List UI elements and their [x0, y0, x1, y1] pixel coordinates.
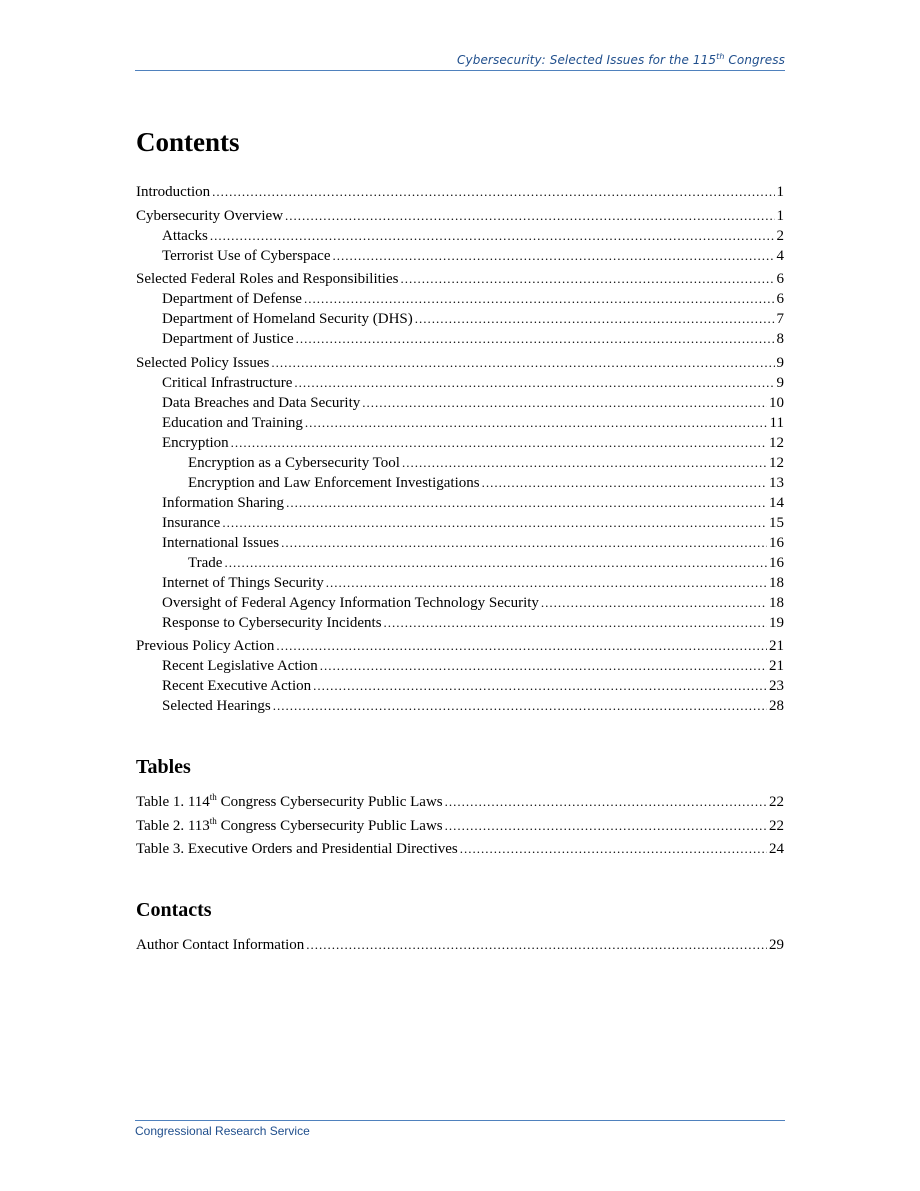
table-of-contents [136, 122, 784, 955]
toc-entry-page: 9 [776, 354, 784, 371]
toc-entry[interactable] [136, 593, 784, 613]
toc-entry-title: Critical Infrastructure [162, 374, 293, 391]
toc-entry-title: Cybersecurity Overview [136, 207, 284, 224]
dot-leader [294, 373, 774, 392]
toc-entry-page: 16 [769, 554, 784, 571]
dot-leader [384, 613, 767, 632]
contact-entry-title: Author Contact Information [136, 937, 305, 953]
toc-entry[interactable] [136, 413, 784, 433]
dot-leader [210, 226, 775, 245]
dot-leader [304, 289, 775, 308]
toc-entry[interactable] [136, 226, 784, 246]
toc-entry-page: 18 [769, 574, 784, 591]
toc-entry-page: 10 [769, 394, 784, 411]
toc-entry-page: 9 [776, 374, 784, 391]
contacts-list [136, 935, 784, 955]
toc-entry[interactable] [136, 533, 784, 553]
toc-entry[interactable] [136, 453, 784, 473]
toc-entry-title: Department of Homeland Security (DHS) [162, 311, 413, 327]
toc-entry[interactable] [136, 393, 784, 413]
toc-entry-title: Department of Defense [162, 291, 302, 307]
toc-entry-page: 11 [769, 414, 784, 431]
toc-entry-page: 6 [776, 291, 784, 307]
toc-entry[interactable] [136, 513, 784, 533]
dot-leader [402, 453, 767, 472]
toc-entry[interactable] [136, 656, 784, 676]
toc-entry-title: International Issues [162, 534, 280, 551]
toc-entry-page: 12 [769, 454, 784, 471]
toc-entry-title: Selected Policy Issues [136, 354, 270, 371]
table-entry-title [136, 840, 458, 859]
contents-heading: Contents [136, 127, 240, 157]
toc-entry-title: Oversight of Federal Agency Information Technology Security [162, 594, 539, 611]
dot-leader [313, 676, 767, 695]
table-entry-title-before: Table 1. 114 [136, 794, 210, 810]
footer-text: Congressional Research Service [135, 1124, 310, 1138]
dot-leader [286, 493, 767, 512]
dot-leader [320, 656, 767, 675]
dot-leader [332, 246, 774, 265]
toc-entry[interactable] [136, 373, 784, 393]
tables-section [136, 753, 784, 859]
toc-entry-page: 13 [769, 474, 784, 491]
toc-entry-page: 23 [769, 678, 784, 694]
toc-entry[interactable] [136, 433, 784, 453]
toc-entry-page: 12 [769, 434, 784, 451]
toc-entry-page: 19 [769, 614, 784, 631]
header-title-before: Cybersecurity: Selected Issues for the 115 [457, 53, 717, 67]
dot-leader [460, 839, 767, 858]
toc-entry[interactable] [136, 309, 784, 329]
dot-leader [222, 513, 767, 532]
toc-entry-page: 21 [769, 658, 784, 674]
table-entry[interactable] [136, 792, 784, 812]
table-entry-title-after: Congress Cybersecurity Public Laws [216, 817, 443, 834]
contact-entry[interactable] [136, 935, 784, 955]
table-entry[interactable] [136, 839, 784, 859]
toc-entry[interactable] [136, 553, 784, 573]
header-title-sup: th [716, 52, 725, 61]
contact-entry-page: 29 [769, 937, 784, 953]
contacts-heading: Contacts [136, 899, 212, 921]
contacts-section [136, 896, 784, 955]
toc-entry-title: Education and Training [162, 414, 303, 431]
toc-entry-title: Internet of Things Security [162, 574, 324, 591]
toc-entry[interactable] [136, 353, 784, 373]
toc-entry[interactable] [136, 696, 784, 716]
table-entry-title [136, 793, 443, 812]
dot-leader [482, 473, 767, 492]
toc-entry[interactable] [136, 206, 784, 226]
toc-entry[interactable] [136, 269, 784, 289]
toc-entry[interactable] [136, 493, 784, 513]
table-entry[interactable] [136, 816, 784, 836]
dot-leader [273, 696, 767, 715]
toc-entry-page: 18 [769, 594, 784, 611]
toc-entry-page: 8 [776, 331, 784, 347]
dot-leader [326, 573, 767, 592]
table-entry-title [136, 817, 443, 836]
table-entry-page: 22 [769, 817, 784, 834]
tables-heading: Tables [136, 756, 191, 778]
dot-leader [281, 533, 767, 552]
table-entry-title-sup: th [209, 815, 217, 826]
running-header [135, 53, 785, 71]
dot-leader [400, 269, 774, 288]
toc-entry-page: 6 [776, 271, 784, 287]
table-entry-title-sup: th [209, 792, 217, 802]
table-entry-page: 22 [769, 794, 784, 810]
toc-entry-title: Trade [188, 554, 223, 571]
dot-leader [306, 935, 767, 954]
toc-entry[interactable] [136, 573, 784, 593]
dot-leader [362, 393, 767, 412]
dot-leader [212, 182, 774, 201]
toc-entry-title: Terrorist Use of Cyberspace [162, 247, 331, 264]
toc-entry-title: Encryption and Law Enforcement Investigations [188, 474, 480, 491]
toc-entry-page: 7 [776, 311, 784, 327]
toc-entry-title: Encryption [162, 434, 229, 451]
toc-entry-page: 2 [776, 227, 784, 244]
table-entry-title-after: Congress Cybersecurity Public Laws [216, 794, 443, 810]
table-entry-page: 24 [769, 841, 784, 857]
toc-entry[interactable] [136, 246, 784, 266]
toc-entry-page: 28 [769, 698, 784, 714]
tables-list [136, 792, 784, 859]
dot-leader [271, 353, 774, 372]
toc-entry[interactable] [136, 182, 784, 202]
toc-entry[interactable] [136, 636, 784, 656]
toc-entry[interactable] [136, 329, 784, 349]
dot-leader [296, 329, 775, 348]
dot-leader [276, 636, 767, 655]
toc-entry-title: Information Sharing [162, 494, 285, 511]
toc-entry-page: 1 [776, 207, 784, 224]
contents-list [136, 182, 784, 716]
toc-entry-title: Selected Hearings [162, 698, 271, 714]
dot-leader [445, 792, 767, 811]
toc-entry[interactable] [136, 289, 784, 309]
running-footer [135, 1120, 785, 1138]
dot-leader [415, 309, 775, 328]
toc-entry-title: Insurance [162, 514, 221, 531]
dot-leader [231, 433, 767, 452]
toc-entry-title: Previous Policy Action [136, 638, 275, 654]
toc-entry[interactable] [136, 676, 784, 696]
table-entry-title-before: Table 3. Executive Orders and Presidential Directives [136, 841, 458, 857]
toc-entry-title: Recent Legislative Action [162, 658, 318, 674]
toc-entry-title: Data Breaches and Data Security [162, 394, 361, 411]
toc-entry-page: 1 [776, 184, 784, 200]
toc-entry-title: Encryption as a Cybersecurity Tool [188, 454, 400, 471]
dot-leader [541, 593, 767, 612]
header-title-after: Congress [724, 53, 785, 67]
toc-entry[interactable] [136, 613, 784, 633]
toc-entry-title: Response to Cybersecurity Incidents [162, 614, 382, 631]
toc-entry-title: Introduction [136, 184, 211, 200]
dot-leader [285, 206, 774, 225]
toc-entry-title: Attacks [162, 227, 208, 244]
toc-entry-page: 4 [776, 247, 784, 264]
dot-leader [305, 413, 768, 432]
toc-entry-page: 16 [769, 534, 784, 551]
dot-leader [224, 553, 767, 572]
toc-entry-page: 14 [769, 494, 784, 511]
table-entry-title-before: Table 2. 113 [136, 817, 210, 834]
toc-entry[interactable] [136, 473, 784, 493]
toc-entry-title: Department of Justice [162, 331, 294, 347]
toc-entry-page: 21 [769, 638, 784, 654]
toc-entry-page: 15 [769, 514, 784, 531]
toc-entry-title: Selected Federal Roles and Responsibilities [136, 271, 399, 287]
dot-leader [445, 816, 767, 835]
toc-entry-title: Recent Executive Action [162, 678, 312, 694]
